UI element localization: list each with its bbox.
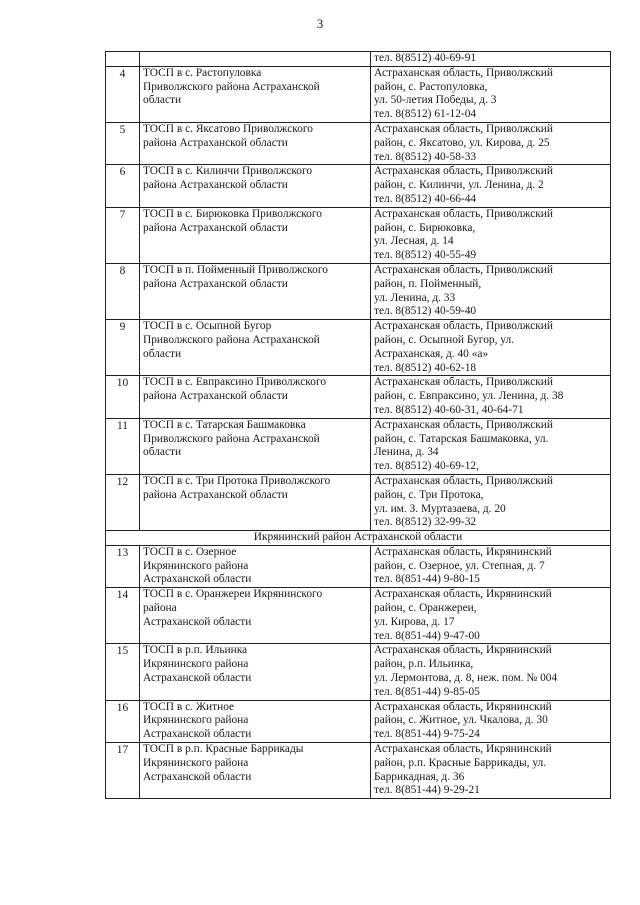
name-line: ТОСП в п. Пойменный Приволжского [143,263,328,276]
address-line: Астраханская область, Приволжский [374,320,553,333]
name-line: Астраханской области [143,672,252,685]
name-line: района Астраханской области [143,221,288,234]
address-cell [371,320,611,376]
address-cell [371,52,611,67]
address-line: тел. 8(8512) 40-55-49 [374,249,477,262]
address-line: район, р.п. Красные Баррикады, ул. [374,756,547,769]
tosp-registry-table [105,51,611,799]
table-row [106,644,611,700]
row-number-cell: 16 [106,700,140,742]
row-number-cell: 12 [106,474,140,530]
name-cell [140,52,371,67]
row-number-cell: 9 [106,320,140,376]
address-line: ул. Ленина, д. 33 [374,291,456,304]
table-row [106,165,611,207]
address-line: район, с. Озерное, ул. Степная, д. 7 [374,559,545,572]
row-number-cell: 4 [106,66,140,122]
row-number-cell [106,52,140,67]
table-row [106,743,611,799]
row-number-cell: 17 [106,743,140,799]
row-number-cell: 5 [106,122,140,164]
name-line: ТОСП в р.п. Красные Баррикады [143,743,304,756]
row-number-cell: 10 [106,376,140,418]
section-header-row [106,531,611,546]
address-line: Астраханская область, Приволжский [374,122,553,135]
name-line: ТОСП в с. Житное [143,700,235,713]
name-cell [140,263,371,319]
address-cell [371,66,611,122]
name-line: Приволжского района Астраханской [143,333,320,346]
name-line: ТОСП в с. Бирюковка Приволжского [143,207,322,220]
address-line: тел. 8(8512) 40-60-31, 40-64-71 [374,403,524,416]
address-line: Астраханская область, Приволжский [374,165,553,178]
name-cell [140,474,371,530]
table-row [106,122,611,164]
address-line: ул. Лесная, д. 14 [374,235,454,248]
row-number-cell: 13 [106,545,140,587]
address-line: Астраханская, д. 40 «а» [374,347,489,360]
table-row [106,474,611,530]
table-row [106,66,611,122]
table-row [106,320,611,376]
address-cell [371,644,611,700]
table-row [106,263,611,319]
name-line: Приволжского района Астраханской [143,80,320,93]
name-line: ТОСП в с. Евпраксино Приволжского [143,376,327,389]
address-line: тел. 8(8512) 40-69-91 [374,52,477,64]
name-cell [140,122,371,164]
name-line: Астраханской области [143,615,252,628]
table-row [106,588,611,644]
section-header: Икрянинский район Астраханской области [106,531,611,546]
address-line: тел. 8(8512) 40-59-40 [374,305,477,318]
row-number-cell: 6 [106,165,140,207]
name-line: области [143,446,182,459]
name-line: ТОСП в с. Оранжереи Икрянинского [143,588,323,601]
name-line: Икрянинского района [143,714,249,727]
address-line: тел. 8(851-44) 9-47-00 [374,629,480,642]
address-line: Астраханская область, Икрянинский [374,644,552,657]
address-line: ул. 50-летия Победы, д. 3 [374,94,497,107]
address-line: район, с. Житное, ул. Чкалова, д. 30 [374,714,548,727]
name-line: ТОСП в р.п. Ильинка [143,644,248,657]
address-line: район, с. Растопуловка, [374,80,488,93]
address-line: Баррикадная, д. 36 [374,770,465,783]
name-line: ТОСП в с. Озерное [143,545,237,558]
name-line: ТОСП в с. Килинчи Приволжского [143,165,313,178]
name-line: ТОСП в с. Растопуловка [143,66,262,79]
name-line: области [143,347,182,360]
name-cell [140,165,371,207]
address-line: Астраханская область, Приволжский [374,207,553,220]
name-line: района Астраханской области [143,136,288,149]
address-line: ул. Кирова, д. 17 [374,615,455,628]
name-line: района Астраханской области [143,179,288,192]
table-row [106,418,611,474]
name-cell [140,207,371,263]
address-line: Астраханская область, Приволжский [374,66,553,79]
name-line: района Астраханской области [143,277,288,290]
table-row [106,207,611,263]
name-cell [140,320,371,376]
address-line: тел. 8(851-44) 9-85-05 [374,685,480,698]
address-line: район, с. Татарская Башмаковка, ул. [374,432,549,445]
row-number-cell: 11 [106,418,140,474]
address-cell [371,545,611,587]
name-cell [140,545,371,587]
name-line: ТОСП в с. Три Протока Приволжского [143,474,331,487]
address-line: ул. им. З. Муртазаева, д. 20 [374,502,506,515]
address-line: район, п. Пойменный, [374,277,482,290]
name-cell [140,644,371,700]
table-body [106,52,611,799]
address-line: Ленина, д. 34 [374,446,439,459]
address-line: Астраханская область, Икрянинский [374,588,552,601]
name-line: ТОСП в с. Татарская Башмаковка [143,418,306,431]
address-cell [371,207,611,263]
row-number-cell: 14 [106,588,140,644]
address-line: тел. 8(8512) 61-12-04 [374,108,477,121]
address-cell [371,165,611,207]
address-line: Астраханская область, Приволжский [374,376,553,389]
address-line: Астраханская область, Приволжский [374,474,553,487]
address-line: район, с. Бирюковка, [374,221,476,234]
address-line: тел. 8(8512) 40-58-33 [374,150,477,163]
name-cell [140,700,371,742]
address-line: тел. 8(8512) 40-66-44 [374,192,477,205]
name-line: района Астраханской области [143,488,288,501]
table-row-continued [106,52,611,67]
name-line: ТОСП в с. Осыпной Бугор [143,320,272,333]
name-line: Икрянинского района [143,756,249,769]
name-cell [140,66,371,122]
address-line: район, с. Три Протока, [374,488,484,501]
address-line: Астраханская область, Икрянинский [374,545,552,558]
address-line: тел. 8(8512) 40-69-12, [374,460,479,473]
table-row [106,376,611,418]
address-cell [371,588,611,644]
name-line: Астраханской области [143,770,252,783]
address-line: район, с. Осыпной Бугор, ул. [374,333,515,346]
address-cell [371,263,611,319]
name-cell [140,376,371,418]
name-cell [140,588,371,644]
address-cell [371,376,611,418]
address-line: тел. 8(8512) 32-99-32 [374,516,477,529]
address-line: ул. Лермонтова, д. 8, неж. пом. № 004 [374,672,558,685]
row-number-cell: 7 [106,207,140,263]
address-line: Астраханская область, Икрянинский [374,700,552,713]
address-line: район, с. Килинчи, ул. Ленина, д. 2 [374,179,544,192]
address-line: район, р.п. Ильинка, [374,658,474,671]
address-line: район, с. Евпраксино, ул. Ленина, д. 38 [374,390,564,403]
name-cell [140,418,371,474]
address-line: тел. 8(851-44) 9-29-21 [374,784,480,797]
address-cell [371,743,611,799]
name-line: района Астраханской области [143,390,288,403]
address-line: тел. 8(851-44) 9-75-24 [374,728,480,741]
name-line: Астраханской области [143,728,252,741]
address-cell [371,474,611,530]
name-line: области [143,94,182,107]
address-cell [371,418,611,474]
address-cell [371,122,611,164]
row-number-cell: 15 [106,644,140,700]
address-line: Астраханская область, Икрянинский [374,743,552,756]
address-cell [371,700,611,742]
name-line: Икрянинского района [143,559,249,572]
name-line: Астраханской области [143,573,252,586]
address-line: Астраханская область, Приволжский [374,418,553,431]
name-line: района [143,602,177,615]
address-line: тел. 8(851-44) 9-80-15 [374,573,480,586]
address-line: тел. 8(8512) 40-62-18 [374,361,477,374]
page-number: 3 [316,16,324,31]
table-row [106,700,611,742]
name-line: ТОСП в с. Яксатово Приволжского [143,122,313,135]
table-row [106,545,611,587]
name-line: Икрянинского района [143,658,249,671]
name-cell [140,743,371,799]
name-line: Приволжского района Астраханской [143,432,320,445]
address-line: Астраханская область, Приволжский [374,263,553,276]
address-line: район, с. Оранжереи, [374,602,477,615]
address-line: район, с. Яксатово, ул. Кирова, д. 25 [374,136,550,149]
row-number-cell: 8 [106,263,140,319]
